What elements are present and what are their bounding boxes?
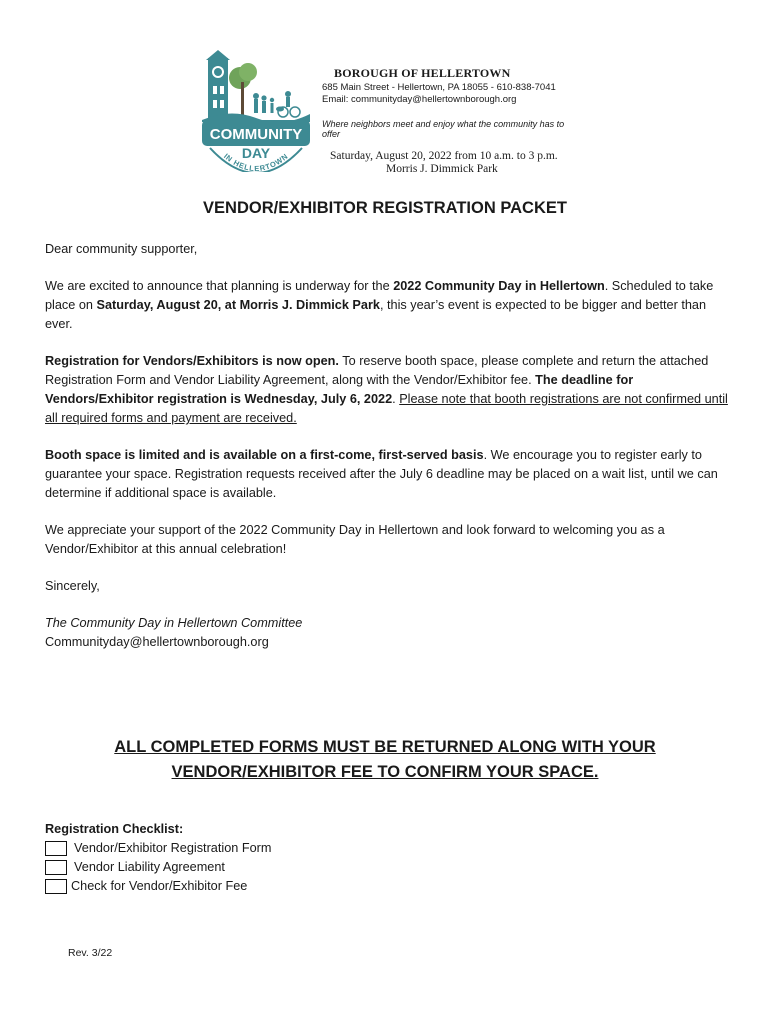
event-location: Morris J. Dimmick Park bbox=[386, 163, 498, 175]
checklist-item-label: Vendor/Exhibitor Registration Form bbox=[74, 841, 272, 855]
org-address: 685 Main Street - Hellertown, PA 18055 - 610-838-7041 bbox=[322, 82, 556, 93]
checklist-title: Registration Checklist: bbox=[45, 822, 184, 836]
checkbox-registration-form[interactable] bbox=[45, 841, 67, 856]
checklist-item bbox=[45, 877, 248, 896]
signature-committee: The Community Day in Hellertown Committee bbox=[45, 616, 303, 630]
checkbox-fee[interactable] bbox=[45, 879, 67, 894]
signature-block bbox=[45, 614, 735, 652]
letterhead bbox=[322, 66, 582, 175]
forms-notice bbox=[0, 735, 770, 785]
paragraph-booth-space: Booth space is limited and is available on a first-come, first-served basis. We encourage you to register early to guarantee your space. Registration requests received after the July 6 deadline may be placed on a wait list, until we can determine if additional space is available. bbox=[45, 448, 718, 500]
org-tagline: Where neighbors meet and enjoy what the community has to offer bbox=[322, 119, 565, 139]
page-title: VENDOR/EXHIBITOR REGISTRATION PACKET bbox=[203, 199, 567, 217]
checklist-item-label: Vendor Liability Agreement bbox=[74, 860, 225, 874]
checklist-item bbox=[45, 858, 225, 877]
org-email: Email: communityday@hellertownborough.org bbox=[322, 94, 517, 105]
signature-email: Communityday@hellertownborough.org bbox=[45, 635, 269, 649]
checklist-item-label: Check for Vendor/Exhibitor Fee bbox=[71, 879, 248, 893]
salutation: Dear community supporter, bbox=[45, 242, 198, 256]
org-name: BOROUGH OF HELLERTOWN bbox=[334, 66, 511, 80]
logo-people bbox=[253, 91, 300, 117]
forms-notice-line2: VENDOR/EXHIBITOR FEE TO CONFIRM YOUR SPACE. bbox=[171, 763, 599, 781]
svg-text:IN HELLERTOWN: IN HELLERTOWN bbox=[222, 151, 290, 172]
svg-text:DAY: DAY bbox=[241, 145, 271, 161]
checklist-item bbox=[45, 839, 272, 858]
closing: Sincerely, bbox=[45, 579, 100, 593]
forms-notice-line1: ALL COMPLETED FORMS MUST BE RETURNED ALONG WITH YOUR bbox=[114, 738, 656, 756]
event-date: Saturday, August 20, 2022 from 10 a.m. to 3 p.m. bbox=[330, 150, 558, 162]
svg-text:COMMUNITY: COMMUNITY bbox=[209, 126, 303, 143]
paragraph-intro: We are excited to announce that planning is underway for the 2022 Community Day in Hellertown. Scheduled to take place on Saturday, August 20, at Morris J. Dimmick Park, this year’s event is expected to be bigger and better than ever. bbox=[45, 279, 714, 331]
checkbox-liability-agreement[interactable] bbox=[45, 860, 67, 875]
registration-checklist bbox=[45, 820, 272, 896]
letter-body bbox=[45, 240, 735, 652]
paragraph-appreciation: We appreciate your support of the 2022 Community Day in Hellertown and look forward to welcoming you as a Vendor/Exhibitor at this annual celebration! bbox=[45, 523, 665, 556]
revision-note: Rev. 3/22 bbox=[68, 947, 113, 959]
community-day-logo bbox=[200, 48, 312, 172]
paragraph-registration: Registration for Vendors/Exhibitors is now open. To reserve booth space, please complete and return the attached Registration Form and Vendor Liability Agreement, along with the Vendor/Exhibitor fee. The deadline for Vendors/Exhibitor registration is Wednesday, July 6, 2022. Please note that booth registrations are not confirmed until all required forms and payment are received. bbox=[45, 354, 728, 425]
